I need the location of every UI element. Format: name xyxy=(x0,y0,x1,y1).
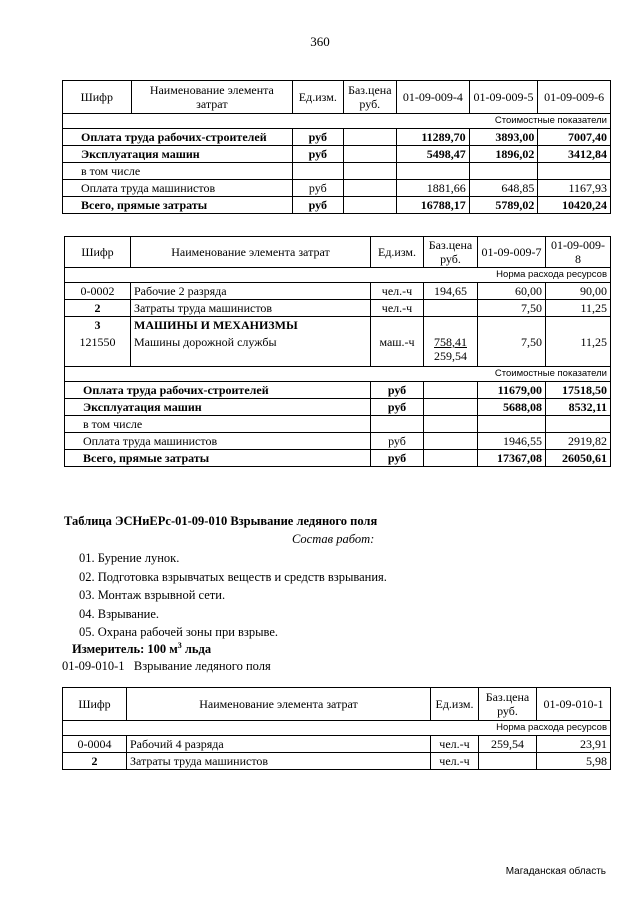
header-unit: Ед.изм. xyxy=(293,81,343,114)
header-col-1: 01-09-010-1 xyxy=(537,688,611,721)
header-code: Шифр xyxy=(63,688,127,721)
header-code: Шифр xyxy=(65,237,131,268)
list-item: 03. Монтаж взрывной сети. xyxy=(79,588,226,602)
table-row: 3 121550 МАШИНЫ И МЕХАНИЗМЫ Машины дорожной службы маш.-ч 758,41 259,54 7,50 11,25 xyxy=(65,317,611,367)
header-price: Баз.цена руб. xyxy=(343,81,396,114)
table-title: Таблица ЭСНиЕРс-01-09-010 Взрывание ледяного поля xyxy=(64,514,378,528)
table-row: 0-0004 Рабочий 4 разряда чел.-ч 259,54 23,91 xyxy=(63,736,611,753)
header-col-2: 01-09-009-5 xyxy=(469,81,538,114)
list-item: 01. Бурение лунок. xyxy=(79,551,180,565)
header-col-1: 01-09-009-7 xyxy=(478,237,546,268)
list-item: 04. Взрывание. xyxy=(79,606,160,621)
header-price: Баз.цена руб. xyxy=(479,688,537,721)
table-row: Оплата труда рабочих-строителей руб 11679,00 17518,50 xyxy=(65,382,611,399)
header-col-1: 01-09-009-4 xyxy=(397,81,470,114)
header-col-3: 01-09-009-6 xyxy=(538,81,611,114)
section-label: Норма расхода ресурсов xyxy=(65,268,611,283)
header-name: Наименование элемента затрат xyxy=(127,688,431,721)
table-row: Оплата труда рабочих-строителей руб 11289,70 3893,00 7007,40 xyxy=(63,129,611,146)
table-1 xyxy=(62,80,611,214)
table-row: в том числе xyxy=(63,163,611,180)
list-item: 02. Подготовка взрывчатых веществ и средств взрывания. xyxy=(79,569,387,584)
table-3 xyxy=(62,687,611,770)
table-row: Всего, прямые затраты руб 16788,17 5789,02 10420,24 xyxy=(63,197,611,214)
section-label: Стоимостные показатели xyxy=(65,367,611,382)
meter-label: Измеритель: 100 $м^3$ льда xyxy=(72,641,212,657)
code-line: 01-09-010-1 Взрывание ледяного поля xyxy=(62,659,271,673)
table-row: Эксплуатация машин руб 5688,08 8532,11 xyxy=(65,399,611,416)
section-label: Норма расхода ресурсов xyxy=(63,721,611,736)
table-row: в том числе xyxy=(65,416,611,433)
table-row: 2 Затраты труда машинистов чел.-ч 5,98 xyxy=(63,753,611,770)
works-list xyxy=(79,549,387,642)
header-unit: Ед.изм. xyxy=(431,688,479,721)
table-row: Эксплуатация машин руб 5498,47 1896,02 3412,84 xyxy=(63,146,611,163)
table-row: Оплата труда машинистов руб 1946,55 2919,82 xyxy=(65,433,611,450)
table-row: Всего, прямые затраты руб 17367,08 26050,61 xyxy=(65,450,611,467)
extra-price: 259,54 xyxy=(434,349,467,363)
header-col-2: 01-09-009-8 xyxy=(546,237,611,268)
table-row: 2 Затраты труда машинистов чел.-ч 7,50 11,25 xyxy=(65,300,611,317)
section-label: Стоимостные показатели xyxy=(63,114,611,129)
page-number: 360 xyxy=(310,34,330,49)
header-name: Наименование элемента затрат xyxy=(131,81,292,114)
table-row: Оплата труда машинистов руб 1881,66 648,85 1167,93 xyxy=(63,180,611,197)
table-row: 0-0002 Рабочие 2 разряда чел.-ч 194,65 60,00 90,00 xyxy=(65,283,611,300)
composition-title: Состав работ: xyxy=(292,532,375,546)
header-unit: Ед.изм. xyxy=(371,237,424,268)
table-2 xyxy=(64,236,611,467)
footer-region: Магаданская область xyxy=(505,866,606,877)
header-price: Баз.цена руб. xyxy=(424,237,478,268)
header-code: Шифр xyxy=(63,81,132,114)
header-name: Наименование элемента затрат xyxy=(131,237,371,268)
list-item: 05. Охрана рабочей зоны при взрыве. xyxy=(79,625,278,639)
